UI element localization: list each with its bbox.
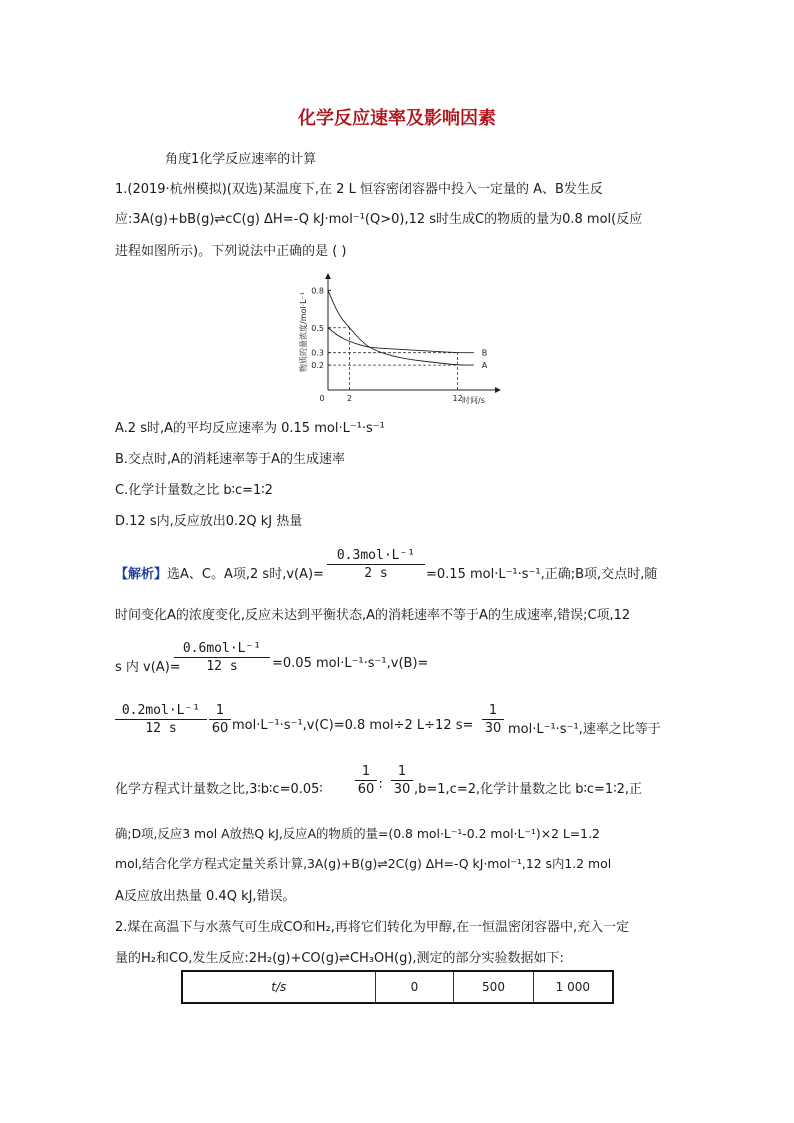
analysis-line4a: mol·L⁻¹·s⁻¹,v(C)=0.8 mol÷2 L÷12 s=: [232, 718, 474, 733]
q1-option-d: D.12 s内,反应放出0.2Q kJ 热量: [115, 514, 303, 529]
fraction-numerator: 1: [397, 764, 407, 779]
fraction-one-sixtieth: [209, 703, 231, 736]
fraction-one-thirtieth-b: [391, 764, 413, 797]
table-header-cell: 1 000: [533, 971, 613, 1003]
fraction-numerator: 0.6mol·L⁻¹: [182, 641, 262, 656]
analysis-line1a: 选A、C。A项,2 s时,v(A)=: [167, 567, 324, 582]
page-title: 化学反应速率及影响因素: [298, 108, 496, 129]
experiment-data-table: [181, 970, 614, 1004]
y-axis-label: 物质的量浓度/mol·L⁻¹: [299, 291, 308, 372]
fraction-numerator: 1: [361, 764, 371, 779]
y-tick-label: 0.8: [311, 286, 324, 296]
fraction-va-12s: [174, 641, 270, 674]
analysis-line5b: ,b=1,c=2,化学计量数之比 b∶c=1∶2,正: [414, 782, 642, 797]
fraction-numerator: 1: [488, 703, 498, 718]
analysis-tag: 【解析】: [115, 567, 168, 582]
q1-line2: 应:3A(g)+bB(g)⇌cC(g) ΔH=-Q kJ·mol⁻¹(Q>0),12 s时生成C的物质的量为0.8 mol(反应: [115, 212, 643, 227]
table-header-cell: 0: [375, 971, 454, 1003]
y-tick-label: 0.5: [311, 323, 324, 333]
table-row: [182, 971, 613, 1003]
q1-line3: 进程如图所示)。下列说法中正确的是 ( ): [115, 244, 347, 259]
fraction-va-2s: [327, 548, 425, 581]
analysis-line3b: =0.05 mol·L⁻¹·s⁻¹,v(B)=: [272, 656, 429, 671]
table-header-time: t/s: [182, 971, 375, 1003]
fraction-denominator: 12 s: [145, 721, 177, 736]
analysis-line4b: mol·L⁻¹·s⁻¹,速率之比等于: [508, 722, 661, 737]
ratio-separator: ∶: [379, 778, 383, 793]
fraction-numerator: 0.3mol·L⁻¹: [336, 548, 416, 563]
x-tick-label: 12: [452, 394, 463, 403]
analysis-line7: mol,结合化学方程式定量关系计算,3A(g)+B(g)⇌2C(g) ΔH=-Q kJ·mol⁻¹,12 s内1.2 mol: [115, 856, 612, 871]
analysis-line5a: 化学方程式计量数之比,3∶b∶c=0.05∶: [115, 782, 323, 797]
fraction-denominator: 60: [357, 782, 375, 797]
series-label-A: A: [481, 361, 488, 371]
fraction-denominator: 12 s: [206, 659, 238, 674]
fraction-denominator: 30: [484, 721, 502, 736]
fraction-vb: [115, 703, 207, 736]
analysis-line8: A反应放出热量 0.4Q kJ,错误。: [115, 889, 296, 904]
fraction-one-sixtieth-b: [355, 764, 377, 797]
series-label-B: B: [481, 348, 488, 358]
analysis-line6: 确;D项,反应3 mol A放热Q kJ,反应A的物质的量=(0.8 mol·L⁻¹-0.2 mol·L⁻¹)×2 L=1.2: [115, 826, 600, 841]
q2-line1: 2.煤在高温下与水蒸气可生成CO和H₂,再将它们转化为甲醇,在一恒温密闭容器中,充入一定: [115, 920, 630, 935]
fraction-denominator: 60: [211, 721, 229, 736]
section-heading: 角度1化学反应速率的计算: [165, 152, 317, 167]
analysis-line3a: s 内 v(A)=: [115, 660, 181, 675]
y-tick-label: 0.2: [311, 361, 324, 371]
x-tick-label: 0: [319, 394, 325, 403]
table-header-cell: 500: [454, 971, 533, 1003]
y-tick-label: 0.3: [311, 348, 324, 358]
q1-option-b: B.交点时,A的消耗速率等于A的生成速率: [115, 452, 345, 467]
q2-line2: 量的H₂和CO,发生反应:2H₂(g)+CO(g)⇌CH₃OH(g),测定的部分实验数据如下:: [115, 951, 564, 966]
q1-option-c: C.化学计量数之比 b∶c=1∶2: [115, 483, 273, 498]
fraction-one-thirtieth: [482, 703, 504, 736]
q1-line1: 1.(2019·杭州模拟)(双选)某温度下,在 2 L 恒容密闭容器中投入一定量的 A、B发生反: [115, 182, 603, 197]
x-axis-label: 时间/s: [462, 396, 485, 405]
x-tick-label: 2: [347, 394, 353, 403]
analysis-line2: 时间变化A的浓度变化,反应未达到平衡状态,A的消耗速率不等于A的生成速率,错误;C项,12: [115, 608, 631, 623]
fraction-numerator: 1: [215, 703, 225, 718]
fraction-denominator: 30: [393, 782, 411, 797]
analysis-line1b: =0.15 mol·L⁻¹·s⁻¹,正确;B项,交点时,随: [426, 567, 658, 582]
q1-option-a: A.2 s时,A的平均反应速率为 0.15 mol·L⁻¹·s⁻¹: [115, 421, 385, 436]
concentration-chart: [290, 268, 515, 410]
fraction-numerator: 0.2mol·L⁻¹: [121, 703, 201, 718]
fraction-denominator: 2 s: [364, 566, 388, 581]
